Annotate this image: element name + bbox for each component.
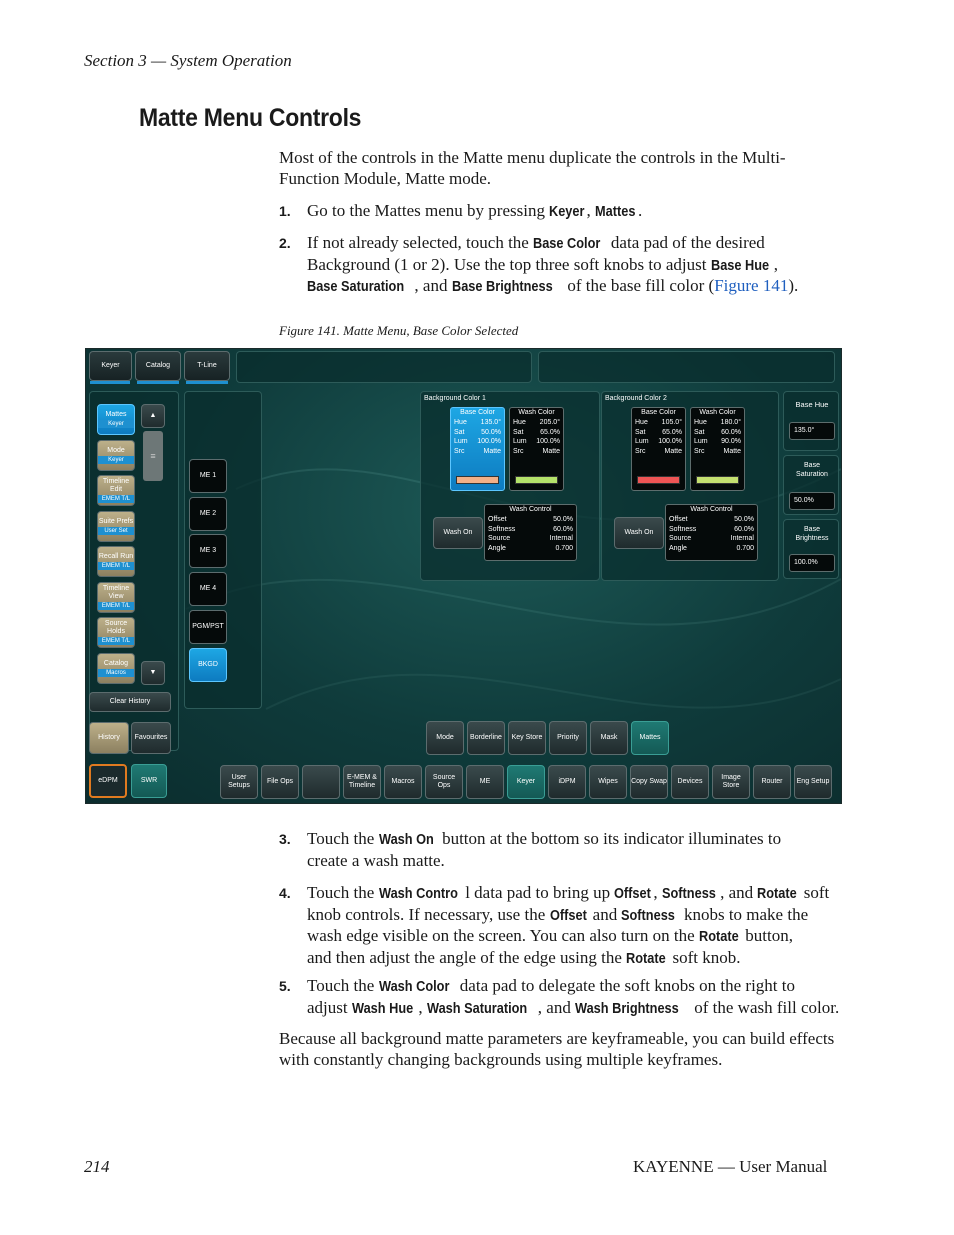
swr-button[interactable]: SWR [131,764,167,798]
bottom-nav-button[interactable]: Keyer [507,765,545,799]
step-number: 5. [279,978,291,994]
figure-link[interactable]: Figure 141 [714,276,789,295]
top-tab-t-line[interactable]: T-Line [184,351,230,381]
page-title: Matte Menu Controls [139,104,362,132]
tab-indicator [90,381,130,384]
step-number: 2. [279,235,291,251]
history-item[interactable]: Recall Run EMEM T/L [97,546,135,577]
bottom-nav-button[interactable]: Devices [671,765,709,799]
bg1-wash-on-button[interactable]: Wash On [433,517,483,549]
history-item[interactable]: Suite Prefs User Set [97,511,135,542]
figure-caption: Figure 141. Matte Menu, Base Color Selected [279,323,519,338]
top-tab-keyer[interactable]: Keyer [89,351,132,381]
knob-value: 135.0° [789,422,835,440]
history-item[interactable]: Timeline View EMEM T/L [97,582,135,613]
bg1-base-color-pad[interactable]: Base Color Hue 135.0° Sat 50.0% Lum 100.0% Src Matte [450,407,505,491]
knob-base-hue-panel[interactable]: Base Hue 135.0° [783,391,839,451]
me-button[interactable]: ME 2 [189,497,227,531]
knob-value: 100.0% [789,554,835,572]
bg1-wash-color-pad[interactable]: Wash Color Hue 205.0° Sat 65.0% Lum 100.0% Src Matte [509,407,564,491]
bottom-nav-button[interactable]: iDPM [548,765,586,799]
history-item[interactable]: Timeline Edit EMEM T/L [97,475,135,506]
closing-paragraph: Because all background matte parameters are keyframeable, you can build effects with constantly changing backgrounds using multiple keyframes. [279,1029,835,1069]
scroll-down-button[interactable]: ▼ [141,661,165,685]
wash-color-swatch [515,476,558,484]
bottom-nav-button[interactable]: ME [466,765,504,799]
history-item[interactable]: Catalog Macros [97,653,135,684]
top-tab-catalog[interactable]: Catalog [135,351,181,381]
matte-menu-screenshot [85,348,842,804]
bottom-nav-button[interactable]: Image Store [712,765,750,799]
favourites-tab[interactable]: Favourites [131,722,171,754]
scroll-up-button[interactable]: ▲ [141,404,165,428]
sub-tab[interactable]: Mattes [631,721,669,755]
intro-paragraph: Most of the controls in the Matte menu duplicate the controls in the Multi-Function Module, Matte mode. [279,148,786,188]
wash-color-swatch [696,476,739,484]
sub-tab[interactable]: Mask [590,721,628,755]
bottom-nav-button[interactable]: Eng Setup [794,765,832,799]
sub-tab[interactable]: Priority [549,721,587,755]
bg1-wash-control-pad[interactable]: Wash Control Offset 50.0% Softness 60.0% Source Internal Angle 0.700 [484,504,577,561]
knob-base-brightness-panel[interactable]: Base Brightness 100.0% [783,519,839,579]
bottom-nav-button[interactable] [302,765,340,799]
bottom-nav-button[interactable]: Copy Swap [630,765,668,799]
top-empty-panel [236,351,532,383]
base-color-swatch [456,476,499,484]
history-item[interactable]: Source Holds EMEM T/L [97,617,135,648]
history-item[interactable]: Mattes Keyer [97,404,135,435]
bg2-wash-on-button[interactable]: Wash On [614,517,664,549]
tab-indicator [186,381,228,384]
bg2-base-color-pad[interactable]: Base Color Hue 105.0° Sat 65.0% Lum 100.0% Src Matte [631,407,686,491]
step-number: 4. [279,885,291,901]
knob-value: 50.0% [789,492,835,510]
step-2: 2. If not already selected, touch the Base Color data pad of the desired Background (1 or 2). Use the top three soft knobs to adjust Base Hue , Base Saturation , and Base Brightness of the base fill color (Figure 141). [279,233,799,295]
bg2-wash-color-pad[interactable]: Wash Color Hue 180.0° Sat 60.0% Lum 90.0% Src Matte [690,407,745,491]
sub-tab[interactable]: Key Store [508,721,546,755]
page-number: 214 [84,1157,110,1176]
clear-history-button[interactable]: Clear History [89,692,171,712]
bottom-nav-button[interactable]: Router [753,765,791,799]
step-4: 4. Touch the Wash Contro l data pad to bring up Offset , Softness , and Rotate soft knob controls. If necessary, use the Offset and Softness knobs to make the wash edge visible on the screen. You can also turn on the Rotate button, and then adjust the angle of the edge using the Rotate soft knob. [279,883,830,967]
bg2-title: Background Color 2 [605,395,667,402]
bg1-title: Background Color 1 [424,395,486,402]
knob-base-saturation-panel[interactable]: Base Saturation 50.0% [783,455,839,515]
bottom-nav-button[interactable]: E-MEM & Timeline [343,765,381,799]
bottom-nav-button[interactable]: Source Ops [425,765,463,799]
scroll-thumb[interactable]: ≡ [143,431,163,481]
bottom-nav-button[interactable]: Macros [384,765,422,799]
history-item[interactable]: Mode Keyer [97,440,135,471]
history-tab[interactable]: History [89,722,129,754]
bg2-wash-control-pad[interactable]: Wash Control Offset 50.0% Softness 60.0% Source Internal Angle 0.700 [665,504,758,561]
me-button[interactable]: PGM/PST [189,610,227,644]
base-color-swatch [637,476,680,484]
me-button[interactable]: ME 3 [189,534,227,568]
me-button[interactable]: ME 1 [189,459,227,493]
me-button[interactable]: ME 4 [189,572,227,606]
step-3: 3. Touch the Wash On button at the bottom so its indicator illuminates to create a wash matte. [279,829,782,870]
footer-title: KAYENNE — User Manual [633,1157,828,1176]
sub-tab[interactable]: Borderline [467,721,505,755]
tab-indicator [137,381,179,384]
bottom-nav-button[interactable]: Wipes [589,765,627,799]
bottom-nav-button[interactable]: User Setups [220,765,258,799]
sub-tab[interactable]: Mode [426,721,464,755]
edpm-button[interactable]: eDPM [89,764,127,798]
step-1: 1. Go to the Mattes menu by pressing Keyer , Mattes . [279,201,643,220]
step-number: 3. [279,831,291,847]
section-header: Section 3 — System Operation [84,51,292,70]
step-number: 1. [279,203,291,219]
me-button[interactable]: BKGD [189,648,227,682]
step-5: 5. Touch the Wash Color data pad to delegate the soft knobs on the right to adjust Wash Hue , Wash Saturation , and Wash Brightness of the wash fill color. [279,976,840,1017]
bottom-nav-button[interactable]: File Ops [261,765,299,799]
top-empty-panel [538,351,835,383]
